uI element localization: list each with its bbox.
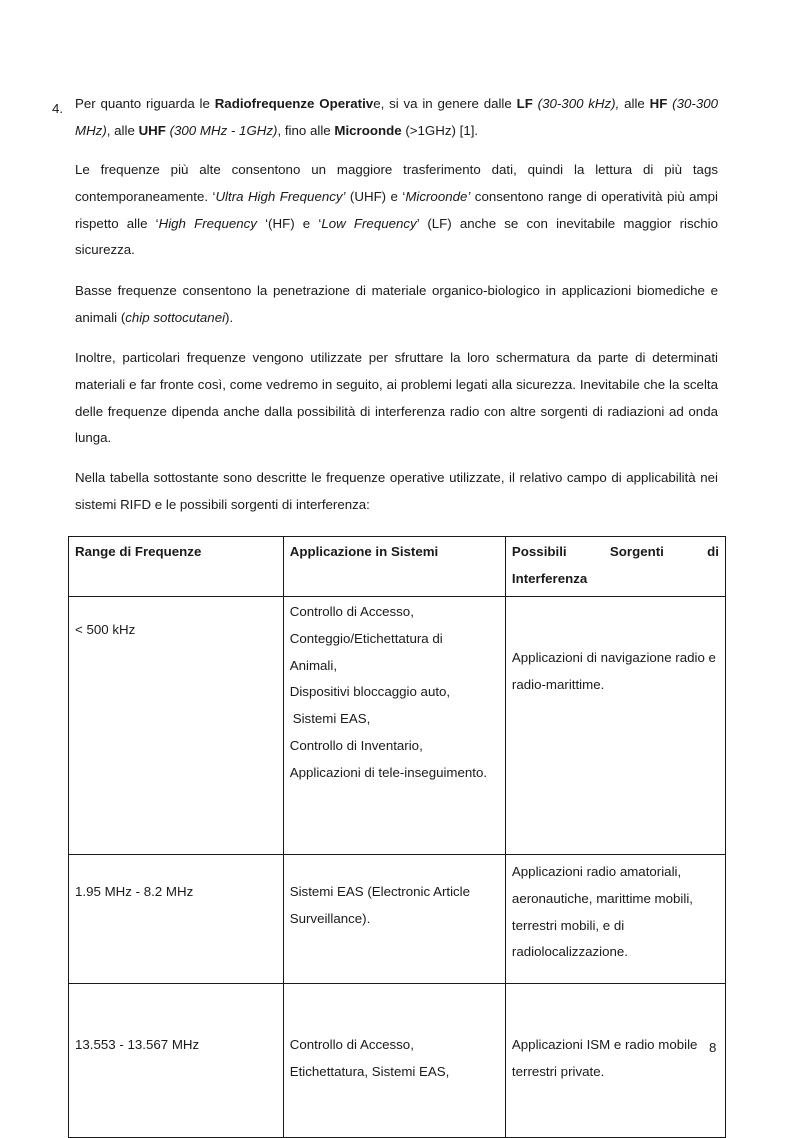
paragraph-shielding: Inoltre, particolari frequenze vengono utilizzate per sfruttare la loro schermatura da parte di determinati materiali e far fronte così, come vedremo in seguito, ai problemi legati alla sicurezza. Inevitabile che la scelta delle frequenze dipenda anche dalla possibilità di interferenza radio con altre sorgenti di radiazioni ad onda lunga. <box>75 350 718 446</box>
table-row <box>69 855 726 984</box>
cell-application: Controllo di Accesso, Conteggio/Etichettatura di Animali, Dispositivi bloccaggio auto, Sistemi EAS, Controllo di Inventario, Applicazioni di tele-inseguimento. <box>283 597 505 855</box>
paragraph-table-intro: Nella tabella sottostante sono descritte le frequenze operative utilizzate, il relativo campo di applicabilità nei sistemi RIFD e le possibili sorgenti di interferenza: <box>75 470 718 512</box>
cell-interference: Applicazioni radio amatoriali, aeronautiche, marittime mobili, terrestri mobili, e di radiolocalizzazione. <box>505 855 725 984</box>
header-interference-sources: Possibili Sorgenti di Interferenza <box>505 537 725 597</box>
paragraph-high-frequencies: Le frequenze più alte consentono un maggiore trasferimento dati, quindi la lettura di più tags contemporaneamente. ‘Ultra High Frequency’ (UHF) e ‘Microonde’ consentono range di operatività più ampi rispetto alle ‘High Frequency ‘(HF) e ‘Low Frequency’ (LF) anche se con inevitabile maggior rischio sicurezza. <box>75 162 718 258</box>
paragraph-low-frequencies: Basse frequenze consentono la penetrazione di materiale organico-biologico in applicazioni biomediche e animali (chip sottocutanei). <box>75 283 718 325</box>
cell-interference: Applicazioni di navigazione radio e radio-marittime. <box>505 597 725 855</box>
header-application: Applicazione in Sistemi <box>283 537 505 597</box>
cell-application: Controllo di Accesso, Etichettatura, Sistemi EAS, <box>283 984 505 1138</box>
page-number: 8 <box>709 1040 717 1055</box>
cell-range: 13.553 - 13.567 MHz <box>69 984 284 1138</box>
cell-range: 1.95 MHz - 8.2 MHz <box>69 855 284 984</box>
header-range: Range di Frequenze <box>69 537 284 597</box>
table-header-row <box>69 537 726 597</box>
table-row <box>69 984 726 1138</box>
paragraph-radiofrequencies: Per quanto riguarda le Radiofrequenze Operative, si va in genere dalle LF (30-300 kHz), alle HF (30-300 MHz), alle UHF (300 MHz - 1GHz), fino alle Microonde (>1GHz) [1]. <box>75 96 719 138</box>
table-row <box>69 597 726 855</box>
frequency-table <box>68 536 726 1138</box>
cell-range: < 500 kHz <box>69 597 284 855</box>
list-item-number: 4. <box>52 101 64 116</box>
cell-interference: Applicazioni ISM e radio mobile terrestri private. <box>505 984 725 1138</box>
cell-application: Sistemi EAS (Electronic Article Surveillance). <box>283 855 505 984</box>
